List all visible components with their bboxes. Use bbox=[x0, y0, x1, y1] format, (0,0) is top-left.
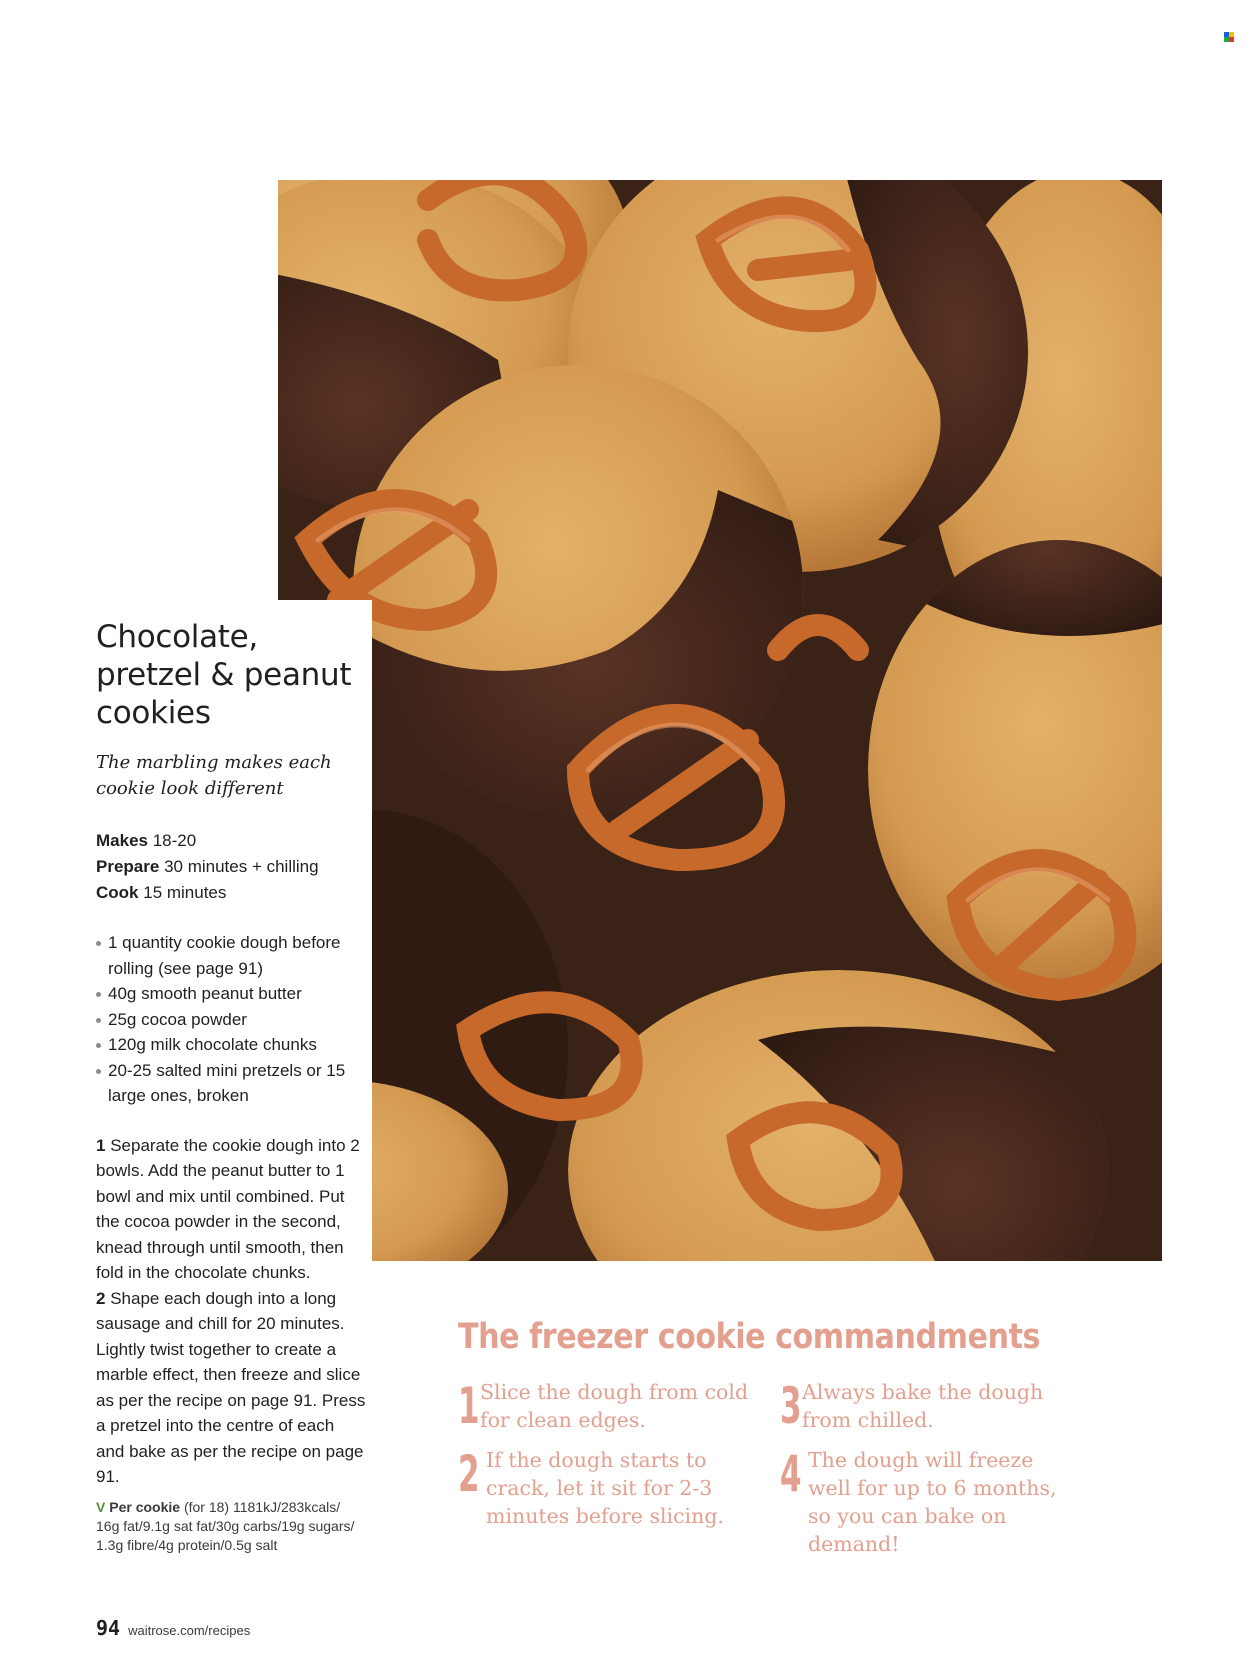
nutrition-info bbox=[96, 1498, 366, 1555]
step-number: 1 bbox=[96, 1135, 106, 1155]
recipe-meta bbox=[96, 828, 366, 906]
ingredient-item: 40g smooth peanut butter bbox=[96, 981, 366, 1007]
cook-label: Cook bbox=[96, 883, 139, 902]
makes-label: Makes bbox=[96, 831, 148, 850]
tip-text: Always bake the dough from chilled. bbox=[802, 1380, 1044, 1432]
tip-1 bbox=[458, 1378, 758, 1434]
makes-line bbox=[96, 828, 366, 854]
tip-text: Slice the dough from cold for clean edges. bbox=[480, 1380, 749, 1432]
cook-value: 15 minutes bbox=[143, 883, 227, 902]
page-footer bbox=[96, 1616, 250, 1640]
step-text: Separate the cookie dough into 2 bowls. Add the peanut butter to 1 bowl and mix until combined. Put the cocoa powder in the second, knead through until smooth, then fold in the chocolate chunks. bbox=[96, 1135, 360, 1282]
method bbox=[96, 1133, 366, 1490]
page-number: 94 bbox=[96, 1616, 121, 1640]
nutrition-values: 1181kJ/283kcals/ 16g fat/9.1g sat fat/30g carbs/19g sugars/ 1.3g fibre/4g protein/0.5g salt bbox=[96, 1498, 355, 1553]
step-text: Shape each dough into a long sausage and chill for 20 minutes. Lightly twist together to create a marble effect, then freeze and slice as per the recipe on page 91. Press a pretzel into the centre of each and bake as per the recipe on page 91. bbox=[96, 1288, 366, 1486]
corner-color-mark bbox=[1224, 32, 1234, 42]
tip-3 bbox=[780, 1378, 1050, 1434]
step-number: 2 bbox=[96, 1288, 106, 1308]
site-url: waitrose.com/recipes bbox=[128, 1623, 251, 1638]
method-step bbox=[96, 1286, 366, 1490]
ingredients-list bbox=[96, 930, 366, 1109]
commandments-title: The freezer cookie commandments bbox=[458, 1317, 1041, 1357]
tip-2 bbox=[458, 1446, 748, 1530]
tip-text: The dough will freeze well for up to 6 months, so you can bake on demand! bbox=[808, 1448, 1057, 1556]
recipe-column bbox=[96, 618, 366, 1555]
tip-number: 4 bbox=[780, 1445, 802, 1503]
ingredient-item: 25g cocoa powder bbox=[96, 1007, 366, 1033]
recipe-title: Chocolate, pretzel & peanut cookies bbox=[96, 619, 352, 731]
nutrition-serving: (for 18) bbox=[183, 1498, 230, 1515]
ingredient-item: 120g milk chocolate chunks bbox=[96, 1032, 366, 1058]
tip-text: If the dough starts to crack, let it sit for 2-3 minutes before slicing. bbox=[486, 1448, 724, 1528]
tip-number: 1 bbox=[458, 1377, 480, 1435]
freezer-commandments bbox=[458, 1316, 1178, 1556]
ingredient-item: 1 quantity cookie dough before rolling (see page 91) bbox=[96, 930, 366, 981]
recipe-intro: The marbling makes each cookie look different bbox=[96, 752, 332, 799]
prepare-label: Prepare bbox=[96, 857, 160, 876]
makes-value: 18-20 bbox=[152, 831, 197, 850]
prepare-value: 30 minutes + chilling bbox=[164, 857, 319, 876]
tip-number: 3 bbox=[780, 1377, 802, 1435]
cook-line bbox=[96, 880, 366, 906]
ingredient-item: 20-25 salted mini pretzels or 15 large ones, broken bbox=[96, 1058, 366, 1109]
nutrition-label: Per cookie bbox=[109, 1498, 181, 1515]
method-step bbox=[96, 1133, 366, 1286]
tip-4 bbox=[780, 1446, 1080, 1558]
tip-number: 2 bbox=[458, 1445, 480, 1503]
commandments-tips bbox=[458, 1377, 1178, 1556]
cookies-photo bbox=[278, 180, 1162, 1261]
prepare-line bbox=[96, 854, 366, 880]
vegetarian-badge: V bbox=[96, 1498, 106, 1515]
